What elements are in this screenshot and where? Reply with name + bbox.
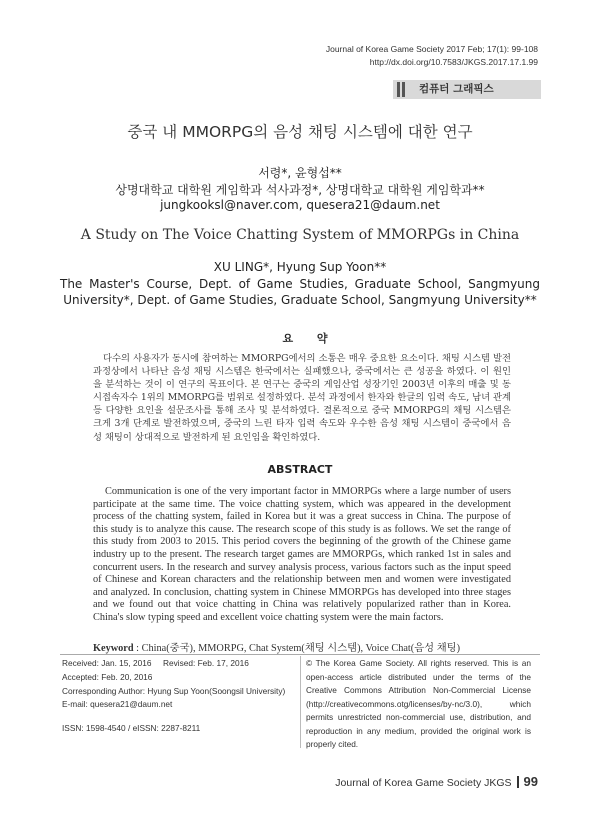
korean-title: 중국 내 MMORPG의 음성 채팅 시스템에 대한 연구 xyxy=(127,123,473,141)
license-text: © The Korea Game Society. All rights reserved. This is an open-access article distributed under the terms of the Creative Commons Attribution Non-Commercial License (http://creativecommons.otg/licenses/by-nc/3.0), which permits unrestricted non-commercial use, distribution, and reproduction in any medium, provided the original work is properly cited. xyxy=(306,658,531,749)
spacer xyxy=(62,712,298,722)
article-info xyxy=(62,657,298,736)
keywords-label: Keyword xyxy=(93,643,134,654)
keywords-list: : China(중국), MMORPG, Chat System(채팅 시스템), Voice Chat(음성 채팅) xyxy=(133,643,461,654)
keywords xyxy=(93,639,523,654)
english-abstract-heading: ABSTRACT xyxy=(267,463,333,476)
footer-separator xyxy=(517,776,519,788)
korean-abstract: 다수의 사용자가 동시에 참여하는 MMORPG에서의 소통은 매우 중요한 요소이다. 채팅 시스템 발전 과정상에서 나타난 음성 채팅 시스템은 한국에서는 실패했으나, 중국에서는 큰 성공을 하였다. 이 원인을 분석하는 것이 이 연구의 목표이다. 본 연구는 중국의 게임산업 성장기인 2003년 이후의 매출 및 동시접속자수 1위의 MMORPG를 범위로 설정하였다. 분석 과정에서 한자와 한글의 입력 속도, 남녀 관계 등 다양한 요인을 설문조사를 통해 조사 및 분석하였다. 결론적으로 중국 MMORPG의 채팅 시스템은 크게 3개 단계로 발전하였으며, 중국의 느린 타자 입력 속도와 우수한 음성 채팅 시스템이 중국에서 음성 채팅이 상대적으로 발전하게 된 요인임을 확인하였다. xyxy=(93,353,511,443)
korean-affiliation: 상명대학교 대학원 게임학과 석사과정*, 상명대학교 대학원 게임학과** xyxy=(115,183,485,197)
issn: ISSN: 1598-4540 / eISSN: 2287-8211 xyxy=(62,723,201,734)
english-title: A Study on The Voice Chatting System of MMORPGs in China xyxy=(80,227,520,243)
corresponding-email: E-mail: quesera21@daum.net xyxy=(62,699,173,710)
english-authors: XU LING*, Hyung Sup Yoon** xyxy=(213,260,387,274)
dates-line xyxy=(62,657,298,671)
section-bar-icon xyxy=(397,82,400,97)
divider-line xyxy=(60,654,540,655)
doi-link[interactable]: http://dx.doi.org/10.7583/JKGS.2017.17.1.99 xyxy=(369,57,538,67)
journal-volume-line: Journal of Korea Game Society 2017 Feb; 17(1): 99-108 xyxy=(325,44,538,54)
footer-journal: Journal of Korea Game Society JKGS xyxy=(335,777,512,789)
english-abstract: Communication is one of the very important factor in MMORPGs where a large number of users participate at the same time. The voice chatting system, which was appeared in the development process of the chatting system, failed in Korea but it was a great success in China. The purpose of this study is to analyze this cause. The research scope of this study is as follows. We set the range of this study from 2003 to 2015. This period covers the beginning of the growth of the Chinese game industry up to the present. The research target games are MMORPGs, which ranked 1st in sales and concurrent users. In the research and survey analysis process, various factors such as the input speed of Chinese and Korean characters and the relationship between men and women were investigated and analyzed. In conclusion, chatting system in Chinese MMORPGs has developed into three stages and we found out that voice chatting in China was relatively popularized rather than in Korea. China's slow typing speed and excellent voice chatting system were the main factors. xyxy=(93,486,511,623)
page-footer xyxy=(335,774,538,789)
korean-authors: 서령*, 윤형섭** xyxy=(258,166,342,180)
corresponding-author: Corresponding Author: Hyung Sup Yoon(Soongsil University) xyxy=(62,685,286,696)
author-emails: jungkooksl@naver.com, quesera21@daum.net xyxy=(160,198,440,212)
page-number: 99 xyxy=(523,774,538,789)
journal-citation xyxy=(326,43,538,69)
revised-date: Revised: Feb. 17, 2016 xyxy=(163,658,249,668)
accepted-date: Accepted: Feb. 20, 2016 xyxy=(62,671,153,682)
section-bar-icon-2 xyxy=(402,82,405,97)
korean-abstract-heading: 요 약 xyxy=(282,332,338,345)
section-tag xyxy=(393,80,541,99)
english-affiliation: The Master's Course, Dept. of Game Studies, Graduate School, Sangmyung University*, Dept. of Game Studies, Graduate School, Sangmyung University** xyxy=(60,277,540,307)
column-divider xyxy=(300,656,301,748)
received-date: Received: Jan. 15, 2016 xyxy=(62,658,152,668)
section-label: 컴퓨터 그래픽스 xyxy=(419,83,494,95)
